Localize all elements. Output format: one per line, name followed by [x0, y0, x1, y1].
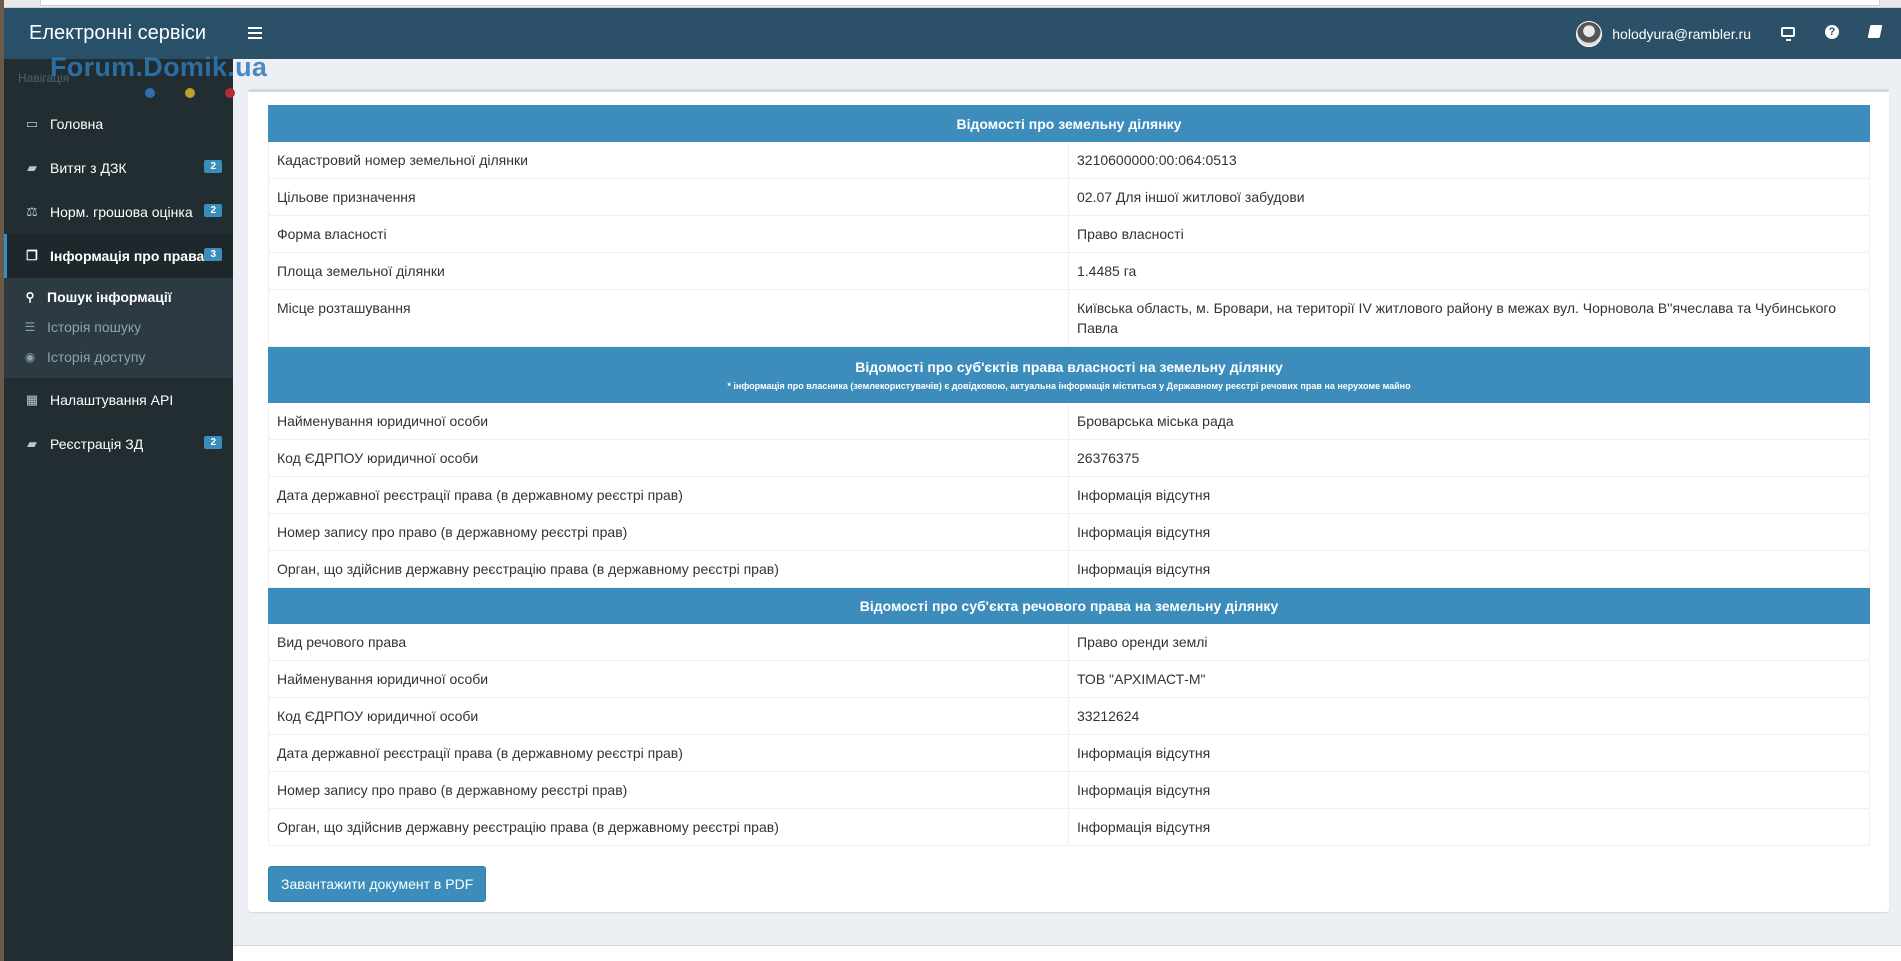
row-label: Орган, що здійснив державну реєстрацію права (в державному реєстрі прав) [269, 551, 1069, 588]
submenu-item-label: Пошук інформації [47, 289, 172, 305]
row-value: 33212624 [1069, 698, 1870, 735]
section-header-owners [269, 347, 1870, 403]
monitor-icon: ▭ [25, 116, 39, 131]
book-icon: ▰ [27, 436, 37, 451]
sidebar-item-registration[interactable] [4, 422, 233, 466]
content-box [248, 89, 1889, 912]
submenu-item-label: Історія пошуку [47, 319, 142, 335]
table-row [269, 772, 1870, 809]
sidebar-item-label: Налаштування API [50, 392, 174, 408]
row-label: Номер запису про право (в державному реєстрі прав) [269, 772, 1069, 809]
row-value: 26376375 [1069, 440, 1870, 477]
table-row [269, 514, 1870, 551]
row-value: Право власності [1069, 216, 1870, 253]
row-value: 02.07 Для іншої житлової забудови [1069, 179, 1870, 216]
sidebar-item-label: Реєстрація ЗД [50, 436, 144, 452]
scales-icon: ⚖ [26, 204, 38, 219]
sidebar-item-valuation[interactable] [4, 190, 233, 234]
row-label: Дата державної реєстрації права (в державному реєстрі прав) [269, 477, 1069, 514]
row-value: Інформація відсутня [1069, 514, 1870, 551]
row-value: Київська область, м. Бровари, на території IV житлового району в межах вул. Чорновола В''ячеслава та Чубинського Павла [1069, 290, 1870, 347]
top-header [4, 8, 1901, 59]
row-value: Інформація відсутня [1069, 551, 1870, 588]
row-label: Вид речового права [269, 624, 1069, 661]
sidebar-item-label: Інформація про права [50, 248, 205, 264]
section-title: Відомості про земельну ділянку [269, 106, 1870, 142]
row-label: Цільове призначення [269, 179, 1069, 216]
count-badge: 3 [204, 248, 222, 261]
row-label: Кадастровий номер земельної ділянки [269, 142, 1069, 179]
sidebar-item-rights-info[interactable] [4, 234, 233, 278]
info-table [268, 105, 1870, 846]
row-value: 3210600000:00:064:0513 [1069, 142, 1870, 179]
table-row [269, 735, 1870, 772]
sidebar-item-label: Норм. грошова оцінка [50, 204, 193, 220]
search-icon: ⚲ [25, 290, 35, 304]
row-label: Орган, що здійснив державну реєстрацію права (в державному реєстрі прав) [269, 809, 1069, 846]
sidebar-item-dzk-extract[interactable] [4, 146, 233, 190]
sidebar-item-label: Головна [50, 116, 104, 132]
table-row [269, 698, 1870, 735]
count-badge: 2 [204, 204, 222, 217]
row-value: ТОВ "АРХІМАСТ-М" [1069, 661, 1870, 698]
table-row [269, 179, 1870, 216]
app-title[interactable]: Електронні сервіси [4, 8, 233, 59]
download-pdf-button[interactable]: Завантажити документ в PDF [268, 866, 486, 902]
table-row [269, 142, 1870, 179]
table-row [269, 809, 1870, 846]
section-note: * інформація про власника (землекористувачів) є довідковою, актуальна інформація міститься у Державному реєстрі речових прав на нерухоме майно [727, 380, 1411, 391]
row-label: Форма власності [269, 216, 1069, 253]
table-row [269, 216, 1870, 253]
nav-header: Навігація [18, 71, 70, 85]
row-label: Номер запису про право (в державному реєстрі прав) [269, 514, 1069, 551]
submenu-item-search-history[interactable] [4, 312, 233, 342]
grid-icon: ▦ [25, 392, 39, 407]
row-value: Броварська міська рада [1069, 403, 1870, 440]
user-menu[interactable] [1576, 20, 1751, 48]
book-icon: ▰ [27, 160, 37, 175]
table-row [269, 624, 1870, 661]
row-value: Інформація відсутня [1069, 772, 1870, 809]
row-label: Найменування юридичної особи [269, 403, 1069, 440]
sidebar-item-label: Витяг з ДЗК [50, 160, 127, 176]
table-row [269, 661, 1870, 698]
section-header-rights [269, 588, 1870, 624]
monitor-icon[interactable] [1781, 25, 1797, 41]
submenu-item-label: Історія доступу [47, 349, 146, 365]
book-icon[interactable] [1869, 25, 1885, 41]
table-row [269, 477, 1870, 514]
section-header-land [269, 106, 1870, 142]
section-title: Відомості про суб'єктів права власності на земельну ділянку [855, 358, 1283, 375]
window-top-edge [0, 0, 1901, 8]
list-icon: ☰ [24, 320, 36, 334]
row-value: Право оренди землі [1069, 624, 1870, 661]
user-email: holodyura@rambler.ru [1612, 26, 1751, 42]
window-frame [40, 0, 1880, 6]
row-label: Площа земельної ділянки [269, 253, 1069, 290]
sidebar-item-home[interactable] [4, 102, 233, 146]
avatar [1576, 21, 1602, 47]
sidebar [4, 59, 233, 961]
count-badge: 2 [204, 436, 222, 449]
footer [233, 945, 1901, 961]
help-icon[interactable]: ? [1825, 25, 1841, 41]
watermark-logo: Forum.Domik.ua [50, 52, 268, 82]
row-label: Код ЄДРПОУ юридичної особи [269, 440, 1069, 477]
table-row [269, 403, 1870, 440]
row-value: Інформація відсутня [1069, 477, 1870, 514]
table-row [269, 551, 1870, 588]
count-badge: 2 [204, 160, 222, 173]
table-row [269, 440, 1870, 477]
table-row [269, 290, 1870, 347]
row-value: Інформація відсутня [1069, 735, 1870, 772]
submenu-item-access-history[interactable] [4, 342, 233, 372]
row-label: Код ЄДРПОУ юридичної особи [269, 698, 1069, 735]
section-header-cell [269, 347, 1870, 403]
section-title: Відомості про суб'єкта речового права на земельну ділянку [269, 588, 1870, 624]
eye-icon: ◉ [24, 350, 36, 364]
hamburger-menu-icon[interactable] [244, 24, 266, 44]
row-label: Дата державної реєстрації права (в державному реєстрі прав) [269, 735, 1069, 772]
row-value: 1.4485 га [1069, 253, 1870, 290]
row-label: Місце розташування [269, 290, 1069, 347]
row-value: Інформація відсутня [1069, 809, 1870, 846]
submenu-item-search[interactable] [4, 282, 233, 312]
sidebar-item-api-settings[interactable] [4, 378, 233, 422]
row-label: Найменування юридичної особи [269, 661, 1069, 698]
copy-icon: ❐ [26, 248, 38, 263]
rights-submenu [4, 278, 233, 378]
table-row [269, 253, 1870, 290]
